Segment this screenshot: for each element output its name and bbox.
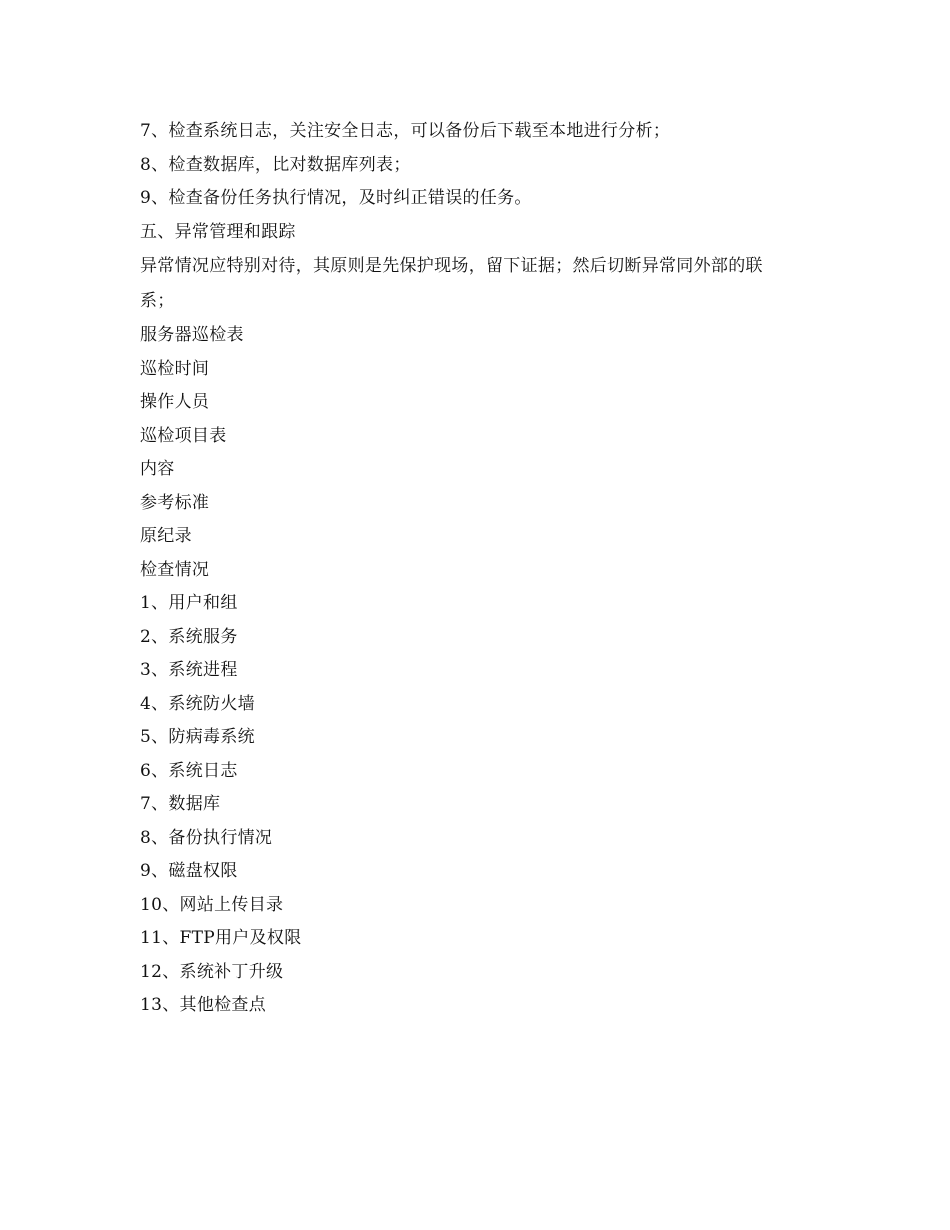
- list-item: 10、网站上传目录: [140, 894, 284, 915]
- text-line: 原纪录: [140, 526, 192, 546]
- text-line: 异常情况应特别对待，其原则是先保护现场，留下证据；然后切断异常同外部的联: [140, 256, 763, 276]
- text-line: 7、检查系统日志，关注安全日志，可以备份后下载至本地进行分析；: [140, 121, 671, 141]
- text-line: 巡检时间: [140, 358, 210, 379]
- text-line: 巡检项目表: [140, 425, 227, 446]
- text-line: 操作人员: [140, 392, 210, 412]
- list-item: 11、FTP用户及权限: [140, 928, 302, 948]
- list-item: 5、防病毒系统: [140, 727, 255, 747]
- document-body: [140, 115, 820, 1023]
- list-item: 12、系统补丁升级: [140, 961, 284, 982]
- table-title: 服务器巡检表: [140, 325, 244, 345]
- text-line: 9、检查备份任务执行情况，及时纠正错误的任务。: [140, 188, 532, 208]
- list-item: 1、用户和组: [140, 593, 238, 613]
- text-line: 系；: [140, 291, 175, 311]
- text-line: 检查情况: [140, 559, 210, 580]
- list-item: 3、系统进程: [140, 660, 238, 680]
- text-line: 8、检查数据库，比对数据库列表；: [140, 154, 411, 175]
- list-item: 8、备份执行情况: [140, 827, 273, 848]
- list-item: 2、系统服务: [140, 626, 238, 647]
- text-line: 内容: [140, 459, 175, 479]
- list-item: 7、数据库: [140, 794, 221, 814]
- list-item: 13、其他检查点: [140, 995, 267, 1015]
- list-item: 9、磁盘权限: [140, 861, 238, 881]
- section-heading: 五、异常管理和跟踪: [140, 221, 296, 242]
- list-item: 6、系统日志: [140, 760, 238, 781]
- text-line: 参考标准: [140, 492, 210, 513]
- list-item: 4、系统防火墙: [140, 693, 255, 714]
